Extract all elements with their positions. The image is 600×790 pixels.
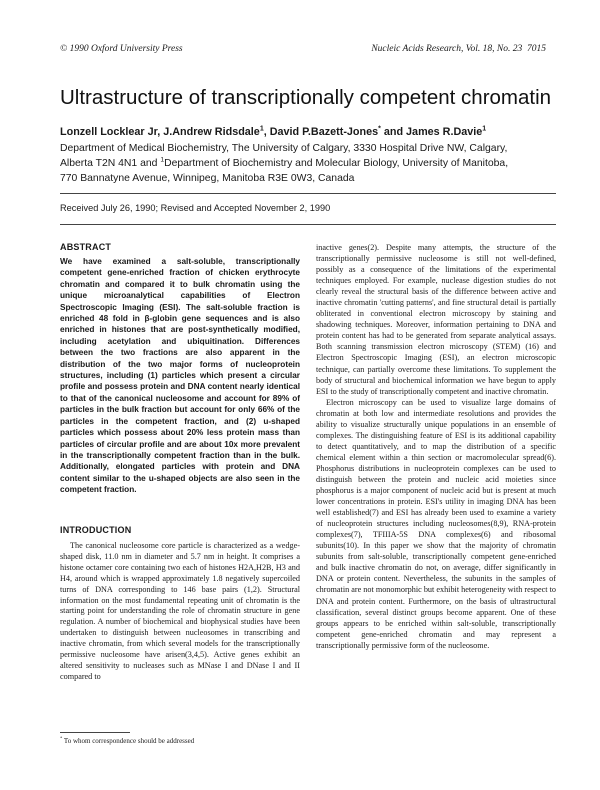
footnote-divider bbox=[60, 732, 130, 733]
divider bbox=[60, 193, 556, 194]
footnote bbox=[60, 737, 194, 745]
right-column bbox=[316, 242, 556, 651]
paper-title: Ultrastructure of transcriptionally competent chromatin bbox=[60, 86, 552, 109]
affiliation-line: 770 Bannatyne Avenue, Winnipeg, Manitoba R3E 0W3, Canada bbox=[60, 173, 355, 185]
author-names: and James R.Davie bbox=[380, 126, 483, 138]
divider bbox=[60, 224, 556, 225]
author-names: , David P.Bazett-Jones bbox=[263, 126, 379, 138]
received-dates: Received July 26, 1990; Revised and Accepted November 2, 1990 bbox=[60, 203, 331, 213]
page-number: 7015 bbox=[527, 44, 546, 54]
corresponding-mark: * bbox=[378, 125, 381, 133]
affiliation-text: Alberta T2N 4N1 and bbox=[60, 158, 161, 170]
abstract-heading: ABSTRACT bbox=[60, 242, 112, 252]
affiliation-mark: 1 bbox=[482, 125, 487, 133]
affiliation bbox=[60, 141, 560, 187]
affiliation-mark: 1 bbox=[259, 125, 264, 133]
introduction-text: The canonical nucleosome core particle is characterized as a wedge-shaped disk, 11.0 nm in diameter and 5.7 nm in height. It comprises a histone octamer core containing two each of histones H2A,H2B, H3 and H4, around which is wrapped approximately 1.8 negatively supercoiled turns of DNA corresponding to 146 base pairs (1,2). Structural information on the most fundamental repeating unit of chromatin is the starting point for understanding the role of chromatin structure in gene regulation. A number of biochemical and biophysical studies have been undertaken to distinguish between nucleosomes in transcribing and inactive chromatin, from which several models for the transcriptionally permissive nucleosome have arisen(3,4,5). Active genes exhibit an altered sensitivity to nucleases such as MNase I and DNase I and II compared to bbox=[60, 541, 300, 681]
abstract-text: We have examined a salt-soluble, transcriptionally competent gene-enriched fraction of chicken erythrocyte chromatin and compared it to bulk chromatin using the unique microanalytical capabilities of Electron Spectroscopic Imaging (ESI). The salt-soluble fraction is enriched 48 fold in β-globin gene sequences and is also enriched in histones that are post-synthetically modified, including acetylation and ubiquitination. Differences between the two fractions are also apparent in the distribution of the two major forms of nucleoprotein structures, including (1) particles which present a circular profile and possess protein and DNA content nearly identical to that of the canonical nucleosome and account for 89% of particles in the bulk fraction but account for only 66% of the particles in the competent fraction, and (2) u-shaped particles which possess about 20% less protein mass than particles of circular profile and are about 10x more prevalent in the transcriptionally competent fraction than in the bulk. Additionally, elongated particles with protein and DNA content similar to the u-shaped objects are also seen in the competent fraction. bbox=[60, 257, 300, 495]
author-names: Lonzell Locklear Jr, J.Andrew Ridsdale bbox=[60, 126, 260, 138]
body-paragraph: Electron microscopy can be used to visualize large domains of chromatin at both low and intermediate resolutions and provides the ability to visualize structurally unique populations in an ensemble of complexes. The distinguishing feature of ESI is its additional capability to detect quantitatively, and to map the distribution of a specific chemical element within a thin section or macromolecular spread(6). Phosphorus distributions in nucleoprotein complexes can be used to distinguish between the protein and nucleic acid moieties since phosphorus is a major component of nucleic acid but is present at much lower concentrations in protein. ESI's utility in imaging DNA has been well established(7) and ESI has already been used to examine a variety of nucleoprotein structures including nucleosomes(8,9), RNA-protein complexes(7), TFIIIA-5S DNA complexes(6) and ribosomal subunits(10). In this paper we show that the majority of chromatin subunits from salt-soluble, transcriptionally competent gene-enriched and bulk inactive chromatin do not, on average, differ significantly in DNA or protein content. Nevertheless, the subunits in the samples of chromatin are not monomorphic but exhibit heterogeneity with respect to DNA and protein content. Furthermore, on the basis of ultrastructural classification, several distinct groups become apparent. One of these groups appears to be enriched within salt-soluble, transcriptionally competent gene-enriched chromatin and may represent a transcriptionally permissive form of the nucleosome. bbox=[316, 397, 556, 650]
affiliation-text: Department of Biochemistry and Molecular Biology, University of Manitoba, bbox=[164, 158, 509, 170]
body-paragraph: inactive genes(2). Despite many attempts, the structure of the transcriptionally permissive nucleosome is still not well-defined, possibly as a consequence of the limitations of the experimental techniques employed. For example, nuclease digestion studies do not clearly reveal the structural basis of the difference between active and inactive chromatin 'cutting patterns', and fine structural detail is partially obliterated in conventional electron microscopy by staining and shadowing techniques. Moreover, information pertaining to DNA and protein content has had to be generated from separate analytical assays. Both scanning transmission electron microscopy (STEM) (16) and Electron Spectroscopic Imaging (ESI), an electron microscopic technique, can partially overcome these limitations. To supplement the body of structural and biochemical information we have begun to apply ESI to the study of transcriptionally competent and inactive chromatin. bbox=[316, 243, 556, 396]
affiliation-line: Department of Medical Biochemistry, The University of Calgary, 3330 Hospital Drive NW, Calgary, bbox=[60, 143, 508, 154]
author-list bbox=[60, 126, 560, 138]
footnote-text: To whom correspondence should be addressed bbox=[62, 737, 195, 745]
journal-name: Nucleic Acids Research, Vol. 18, No. 23 bbox=[371, 44, 523, 54]
introduction-heading: INTRODUCTION bbox=[60, 525, 132, 535]
journal-citation bbox=[371, 44, 546, 54]
journal-copyright: © 1990 Oxford University Press bbox=[60, 44, 183, 54]
affiliation-mark: 1 bbox=[160, 156, 165, 164]
footnote-mark: * bbox=[60, 735, 63, 741]
affiliation-line bbox=[60, 156, 560, 171]
